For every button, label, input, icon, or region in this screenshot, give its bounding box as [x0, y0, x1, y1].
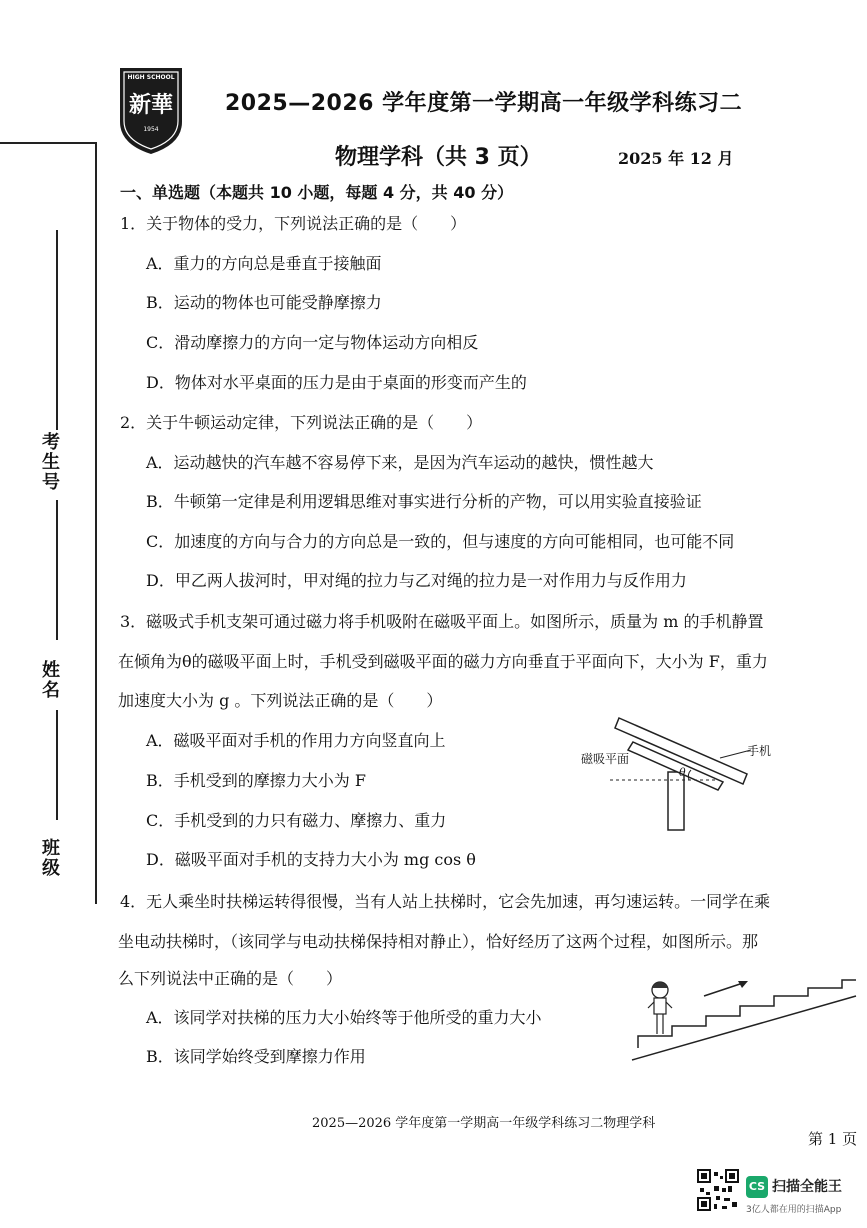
page-subtitle: 物理学科（共 3 页）	[335, 145, 542, 170]
logo-year: 1954	[143, 126, 159, 133]
page-footer: 2025—2026 学年度第一学期高一年级学科练习二物理学科	[312, 1116, 656, 1131]
scanner-name: 扫描全能王	[772, 1179, 842, 1195]
magnetic-holder-figure	[575, 710, 772, 835]
question-3-stem-line-3: 加速度大小为 g 。下列说法正确的是（ ）	[118, 691, 443, 710]
question-3-option-b: B．手机受到的摩擦力大小为 F	[146, 771, 366, 790]
angle-label: θ	[679, 766, 686, 779]
page-title: 2025—2026 学年度第一学期高一年级学科练习二	[225, 91, 743, 116]
question-4-option-a: A．该同学对扶梯的压力大小始终等于他所受的重力大小	[146, 1008, 542, 1027]
question-4-stem-line-3: 么下列说法中正确的是（ ）	[118, 969, 343, 988]
exam-date: 2025 年 12 月	[618, 149, 734, 168]
question-2-stem: 2．关于牛顿运动定律，下列说法正确的是（ ）	[120, 413, 483, 432]
escalator-diagram	[628, 968, 860, 1068]
school-logo	[116, 66, 186, 156]
question-1-option-b: B．运动的物体也可能受静摩擦力	[146, 293, 382, 312]
question-3-option-d: D．磁吸平面对手机的支持力大小为 mg cos θ	[146, 850, 476, 869]
question-2-option-a: A．运动越快的汽车越不容易停下来，是因为汽车运动的越快，惯性越大	[146, 453, 654, 472]
name-label: 姓名	[39, 660, 60, 700]
question-1-option-c: C．滑动摩擦力的方向一定与物体运动方向相反	[146, 333, 479, 352]
phone-label: 手机	[747, 744, 772, 758]
plane-label: 磁吸平面	[581, 752, 630, 766]
page-number: 第 1 页	[808, 1130, 858, 1148]
escalator-figure	[628, 968, 860, 1068]
question-4-stem-line-1: 4．无人乘坐时扶梯运转得很慢，当有人站上扶梯时，它会先加速，再匀速运转。一同学在乘	[120, 892, 771, 911]
question-3-option-a: A．磁吸平面对手机的作用力方向竖直向上	[146, 731, 446, 750]
binding-strip	[0, 142, 97, 904]
question-3-stem-line-1: 3．磁吸式手机支架可通过磁力将手机吸附在磁吸平面上。如图所示，质量为 m 的手机静置	[120, 612, 764, 631]
question-2-option-d: D．甲乙两人拔河时，甲对绳的拉力与乙对绳的拉力是一对作用力与反作用力	[146, 571, 687, 590]
scanner-watermark	[696, 1168, 856, 1220]
exam-no-line-lower	[56, 500, 58, 640]
exam-no-label: 考生号	[39, 432, 60, 492]
question-1-option-d: D．物体对水平桌面的压力是由于桌面的形变而产生的	[146, 373, 527, 392]
section-heading: 一、单选题（本题共 10 小题，每题 4 分，共 40 分）	[120, 183, 514, 202]
question-2-option-b: B．牛顿第一定律是利用逻辑思维对事实进行分析的产物，可以用实验直接验证	[146, 492, 702, 511]
question-3-stem-line-2: 在倾角为θ的磁吸平面上时，手机受到磁吸平面的磁力方向垂直于平面向下，大小为 F，重力	[118, 652, 768, 671]
camscanner-logo-icon: CS	[746, 1176, 768, 1198]
inclined-plane-diagram	[575, 710, 760, 835]
class-label: 班级	[39, 838, 60, 878]
qr-code-icon	[696, 1168, 740, 1212]
logo-school-cn: 新華	[128, 92, 173, 118]
question-2-option-c: C．加速度的方向与合力的方向总是一致的，但与速度的方向可能相同，也可能不同	[146, 532, 735, 551]
question-4-stem-line-2: 坐电动扶梯时，（该同学与电动扶梯保持相对静止），恰好经历了这两个过程，如图所示。那	[118, 932, 759, 951]
logo-school-en: HIGH SCHOOL	[127, 74, 175, 81]
question-1-option-a: A．重力的方向总是垂直于接触面	[146, 254, 382, 273]
name-line	[56, 710, 58, 820]
question-4-option-b: B．该同学始终受到摩擦力作用	[146, 1047, 366, 1066]
scanner-tagline: 3亿人都在用的扫描App	[746, 1205, 842, 1215]
question-1-stem: 1．关于物体的受力，下列说法正确的是（ ）	[120, 214, 467, 233]
question-3-option-c: C．手机受到的力只有磁力、摩擦力、重力	[146, 811, 447, 830]
exam-no-line	[56, 230, 58, 430]
